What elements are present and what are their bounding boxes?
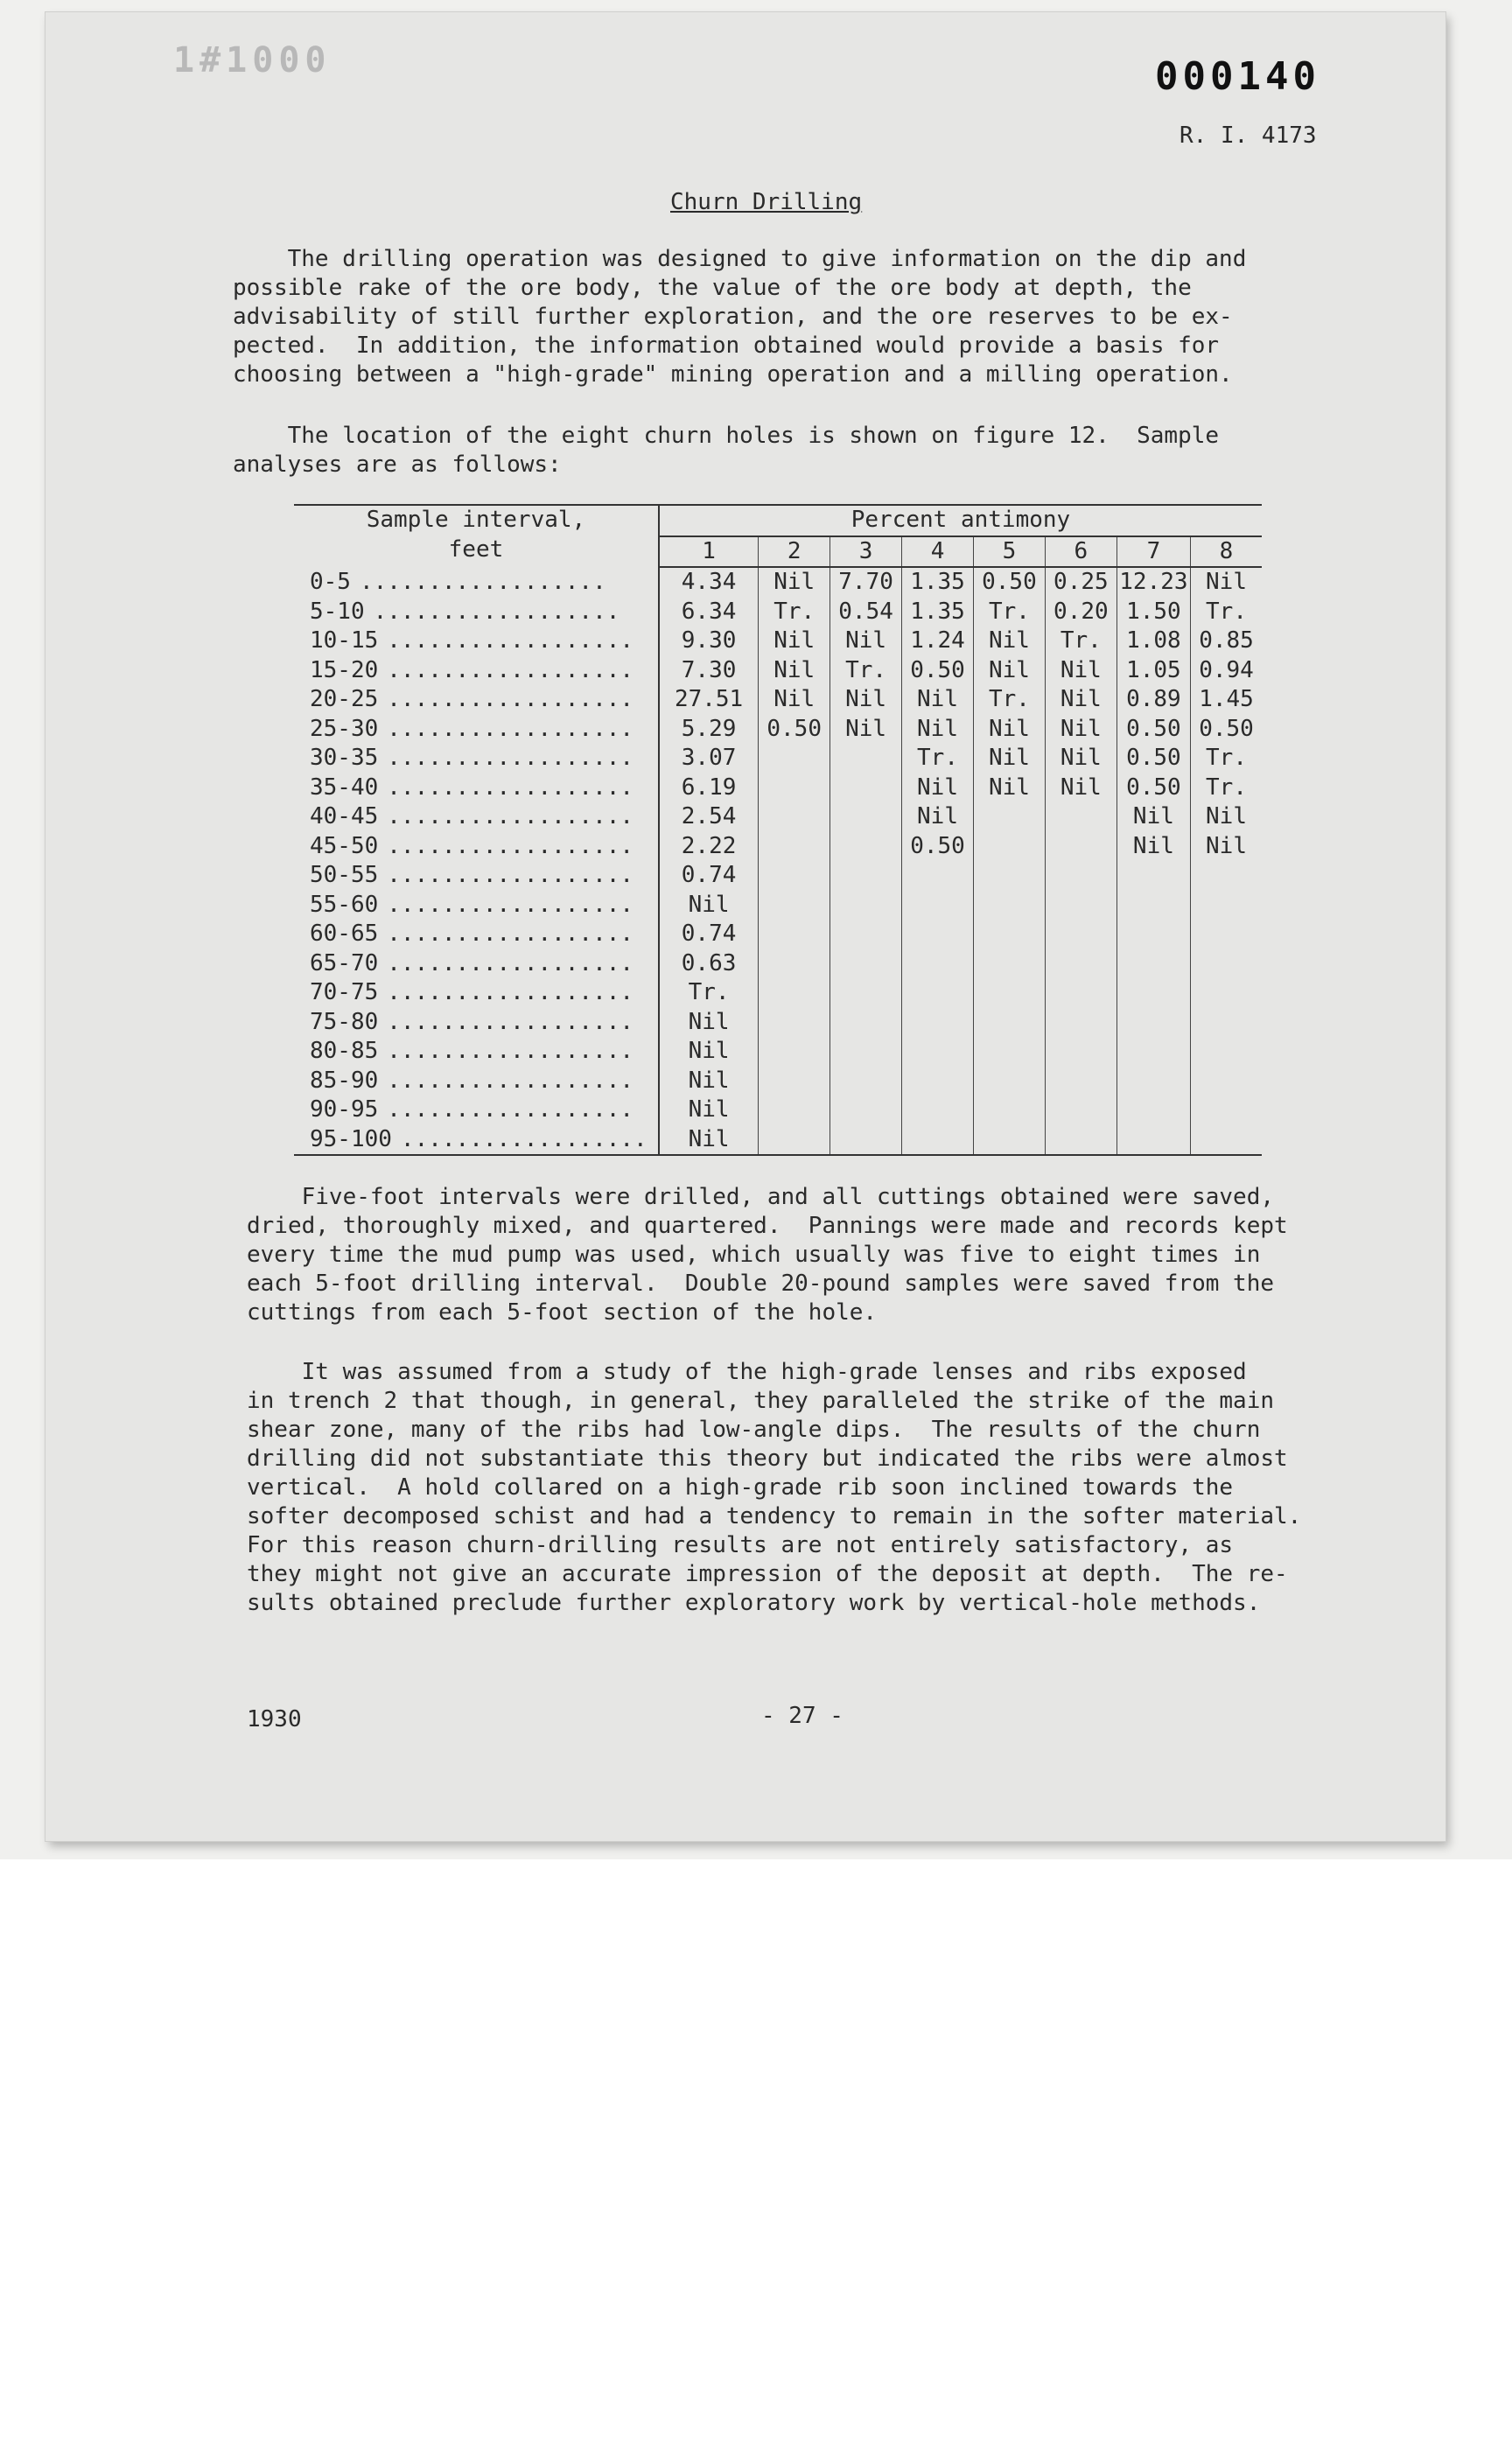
table-row bbox=[294, 567, 1262, 598]
sample-interval-cell bbox=[294, 1125, 659, 1156]
hole-number-header: 6 bbox=[1045, 536, 1116, 568]
antimony-value-cell bbox=[1191, 861, 1263, 891]
sample-interval-cell bbox=[294, 861, 659, 891]
dot-leader: .................. bbox=[387, 949, 634, 976]
table-row bbox=[294, 1067, 1262, 1096]
antimony-value-cell bbox=[830, 978, 902, 1008]
antimony-value-cell bbox=[1045, 1067, 1116, 1096]
antimony-value-cell: Nil bbox=[1191, 832, 1263, 862]
interval-label: 90-95 bbox=[310, 1096, 379, 1123]
hole-number-header: 8 bbox=[1191, 536, 1263, 568]
antimony-value-cell bbox=[973, 1067, 1045, 1096]
antimony-value-cell: Nil bbox=[1116, 802, 1190, 832]
antimony-value-cell bbox=[1116, 1008, 1190, 1038]
antimony-value-cell: 1.24 bbox=[902, 626, 974, 656]
antimony-value-cell bbox=[1045, 978, 1116, 1008]
antimony-value-cell: Tr. bbox=[1191, 598, 1263, 627]
antimony-value-cell bbox=[902, 1125, 974, 1156]
antimony-value-cell bbox=[830, 744, 902, 774]
antimony-table bbox=[294, 504, 1262, 1156]
dot-leader: .................. bbox=[387, 1008, 634, 1035]
interval-label: 20-25 bbox=[310, 686, 379, 712]
interval-label: 70-75 bbox=[310, 979, 379, 1005]
antimony-value-cell bbox=[830, 802, 902, 832]
interval-label: 25-30 bbox=[310, 715, 379, 742]
antimony-value-cell: Nil bbox=[830, 715, 902, 745]
antimony-value-cell: Nil bbox=[973, 626, 1045, 656]
dot-leader: .................. bbox=[387, 715, 634, 742]
paragraph-intro: The drilling operation was designed to give information on the dip and possible rake of the ore body, the value of the ore body at depth, the advisability of still further exploration, and the ore reserves to be ex- pected. In addition, the information obtained would provide a basis for choosing between a "high-grade" mining operation and a milling operation. bbox=[233, 246, 1247, 388]
antimony-value-cell: 6.34 bbox=[659, 598, 759, 627]
sample-interval-cell bbox=[294, 1096, 659, 1125]
antimony-value-cell bbox=[1191, 1067, 1263, 1096]
sample-interval-cell bbox=[294, 1008, 659, 1038]
interval-label: 15-20 bbox=[310, 656, 379, 683]
sample-interval-cell bbox=[294, 774, 659, 803]
table-row bbox=[294, 978, 1262, 1008]
interval-label: 55-60 bbox=[310, 891, 379, 918]
page-number: - 27 - bbox=[761, 1703, 844, 1729]
dot-leader: .................. bbox=[387, 803, 634, 830]
antimony-value-cell bbox=[1191, 1125, 1263, 1156]
antimony-value-cell: Nil bbox=[830, 685, 902, 715]
table-row bbox=[294, 715, 1262, 745]
antimony-value-cell bbox=[1116, 861, 1190, 891]
antimony-value-cell bbox=[973, 1037, 1045, 1067]
antimony-value-cell bbox=[830, 920, 902, 949]
table-row bbox=[294, 861, 1262, 891]
dot-leader: .................. bbox=[387, 1067, 634, 1094]
antimony-value-cell bbox=[1191, 1096, 1263, 1125]
table-row bbox=[294, 891, 1262, 920]
table-body bbox=[294, 567, 1262, 1155]
antimony-value-cell: 0.54 bbox=[830, 598, 902, 627]
antimony-value-cell: 6.19 bbox=[659, 774, 759, 803]
antimony-value-cell: 12.23 bbox=[1116, 567, 1190, 598]
table-row bbox=[294, 1008, 1262, 1038]
antimony-value-cell bbox=[973, 1125, 1045, 1156]
dot-leader: .................. bbox=[387, 627, 634, 654]
interval-header-line1: Sample interval, bbox=[366, 507, 586, 533]
antimony-value-cell: Tr. bbox=[830, 656, 902, 686]
antimony-value-cell bbox=[902, 1096, 974, 1125]
sample-interval-cell bbox=[294, 715, 659, 745]
antimony-value-cell bbox=[1116, 1037, 1190, 1067]
antimony-value-cell bbox=[830, 832, 902, 862]
interval-label: 60-65 bbox=[310, 920, 379, 947]
table-row bbox=[294, 802, 1262, 832]
antimony-value-cell: Nil bbox=[902, 715, 974, 745]
antimony-value-cell: Nil bbox=[759, 626, 830, 656]
footer-year: 1930 bbox=[247, 1706, 302, 1732]
interval-label: 40-45 bbox=[310, 803, 379, 830]
sample-interval-cell bbox=[294, 626, 659, 656]
faded-stamp: 1#1000 bbox=[173, 40, 332, 80]
dot-leader: .................. bbox=[387, 832, 634, 859]
sample-interval-cell bbox=[294, 656, 659, 686]
table-row bbox=[294, 744, 1262, 774]
antimony-value-cell bbox=[902, 861, 974, 891]
antimony-value-cell: 3.07 bbox=[659, 744, 759, 774]
paragraph-intervals: Five-foot intervals were drilled, and all cuttings obtained were saved, dried, thoroughly mixed, and quartered. Pannings were made and records kept every time the mud pump was used, which usually was five to eight times in each 5-foot drilling interval. Double 20-pound samples were saved from the cuttings from each 5-foot section of the hole. bbox=[247, 1184, 1288, 1326]
antimony-value-cell: Nil bbox=[1116, 832, 1190, 862]
antimony-value-cell bbox=[973, 920, 1045, 949]
sample-interval-cell bbox=[294, 598, 659, 627]
antimony-value-cell: Nil bbox=[1045, 685, 1116, 715]
antimony-value-cell bbox=[759, 802, 830, 832]
antimony-value-cell: 0.85 bbox=[1191, 626, 1263, 656]
interval-label: 35-40 bbox=[310, 774, 379, 801]
antimony-value-cell bbox=[1045, 802, 1116, 832]
antimony-value-cell bbox=[902, 891, 974, 920]
antimony-value-cell: 2.54 bbox=[659, 802, 759, 832]
antimony-value-cell: 7.30 bbox=[659, 656, 759, 686]
antimony-value-cell bbox=[1191, 920, 1263, 949]
interval-label: 75-80 bbox=[310, 1008, 379, 1035]
sample-interval-cell bbox=[294, 685, 659, 715]
table-row bbox=[294, 598, 1262, 627]
table-row bbox=[294, 1125, 1262, 1156]
dot-leader: .................. bbox=[387, 891, 634, 918]
table-row bbox=[294, 1096, 1262, 1125]
antimony-value-cell: 0.50 bbox=[973, 567, 1045, 598]
antimony-value-cell bbox=[973, 891, 1045, 920]
sample-interval-cell bbox=[294, 1037, 659, 1067]
antimony-value-cell: 1.35 bbox=[902, 598, 974, 627]
antimony-value-cell: Nil bbox=[1045, 744, 1116, 774]
dot-leader: .................. bbox=[387, 1038, 634, 1064]
dot-leader: .................. bbox=[387, 656, 634, 683]
dot-leader: .................. bbox=[387, 862, 634, 888]
dot-leader: .................. bbox=[400, 1125, 648, 1152]
antimony-value-cell bbox=[830, 774, 902, 803]
antimony-value-cell bbox=[902, 920, 974, 949]
antimony-value-cell bbox=[973, 978, 1045, 1008]
sample-interval-cell bbox=[294, 744, 659, 774]
antimony-value-cell: 2.22 bbox=[659, 832, 759, 862]
hole-number-header: 7 bbox=[1116, 536, 1190, 568]
antimony-value-cell: 0.50 bbox=[1116, 715, 1190, 745]
antimony-value-cell: Nil bbox=[973, 715, 1045, 745]
antimony-value-cell: Nil bbox=[1045, 656, 1116, 686]
interval-label: 5-10 bbox=[310, 598, 365, 625]
antimony-value-cell: Tr. bbox=[759, 598, 830, 627]
interval-header-line2: feet bbox=[448, 536, 504, 563]
antimony-value-cell: 0.50 bbox=[1116, 774, 1190, 803]
antimony-value-cell: 1.35 bbox=[902, 567, 974, 598]
antimony-value-cell bbox=[759, 832, 830, 862]
antimony-value-cell bbox=[1191, 1037, 1263, 1067]
antimony-value-cell bbox=[1191, 1008, 1263, 1038]
antimony-value-cell bbox=[973, 1096, 1045, 1125]
antimony-value-cell: Nil bbox=[659, 1008, 759, 1038]
antimony-value-cell bbox=[830, 891, 902, 920]
interval-label: 45-50 bbox=[310, 832, 379, 859]
antimony-value-cell: Tr. bbox=[659, 978, 759, 1008]
antimony-value-cell: 0.74 bbox=[659, 861, 759, 891]
antimony-value-cell: 0.63 bbox=[659, 949, 759, 979]
antimony-value-cell bbox=[759, 1008, 830, 1038]
dot-leader: .................. bbox=[387, 774, 634, 801]
antimony-value-cell bbox=[759, 949, 830, 979]
table-row bbox=[294, 656, 1262, 686]
antimony-value-cell bbox=[1116, 1067, 1190, 1096]
antimony-value-cell bbox=[1116, 920, 1190, 949]
antimony-value-cell: Nil bbox=[759, 685, 830, 715]
antimony-value-cell bbox=[1116, 978, 1190, 1008]
sample-interval-cell bbox=[294, 891, 659, 920]
antimony-value-cell bbox=[1045, 920, 1116, 949]
antimony-value-cell: 1.45 bbox=[1191, 685, 1263, 715]
antimony-value-cell: Tr. bbox=[1191, 744, 1263, 774]
interval-label: 0-5 bbox=[310, 568, 351, 595]
interval-label: 85-90 bbox=[310, 1067, 379, 1094]
report-id: R. I. 4173 bbox=[1180, 122, 1317, 149]
antimony-value-cell bbox=[1191, 949, 1263, 979]
antimony-value-cell bbox=[902, 1037, 974, 1067]
table-row bbox=[294, 626, 1262, 656]
antimony-value-cell: Nil bbox=[659, 1067, 759, 1096]
antimony-value-cell bbox=[1045, 1008, 1116, 1038]
antimony-value-cell bbox=[830, 861, 902, 891]
hole-number-header: 2 bbox=[759, 536, 830, 568]
antimony-value-cell: Tr. bbox=[1045, 626, 1116, 656]
table-row bbox=[294, 1037, 1262, 1067]
antimony-value-cell bbox=[902, 1008, 974, 1038]
antimony-value-cell bbox=[830, 1037, 902, 1067]
antimony-value-cell bbox=[902, 1067, 974, 1096]
antimony-value-cell: Nil bbox=[902, 802, 974, 832]
antimony-value-cell: Nil bbox=[1191, 567, 1263, 598]
antimony-value-cell: Nil bbox=[1045, 715, 1116, 745]
antimony-value-cell: 0.50 bbox=[1116, 744, 1190, 774]
hole-number-header: 4 bbox=[902, 536, 974, 568]
antimony-value-cell: 0.94 bbox=[1191, 656, 1263, 686]
antimony-value-cell: 0.20 bbox=[1045, 598, 1116, 627]
antimony-value-cell: 1.05 bbox=[1116, 656, 1190, 686]
interval-label: 65-70 bbox=[310, 949, 379, 976]
sample-interval-cell bbox=[294, 920, 659, 949]
antimony-value-cell bbox=[759, 774, 830, 803]
interval-label: 95-100 bbox=[310, 1125, 392, 1152]
antimony-value-cell: Nil bbox=[659, 891, 759, 920]
dot-leader: .................. bbox=[387, 745, 634, 771]
antimony-value-cell: Nil bbox=[759, 656, 830, 686]
interval-label: 10-15 bbox=[310, 627, 379, 654]
antimony-value-cell: Nil bbox=[1191, 802, 1263, 832]
table-row bbox=[294, 685, 1262, 715]
antimony-value-cell: Nil bbox=[659, 1125, 759, 1156]
antimony-value-cell bbox=[1191, 891, 1263, 920]
sample-interval-cell bbox=[294, 1067, 659, 1096]
antimony-value-cell bbox=[759, 744, 830, 774]
antimony-value-cell bbox=[973, 949, 1045, 979]
antimony-value-cell: Nil bbox=[830, 626, 902, 656]
antimony-value-cell: Nil bbox=[1045, 774, 1116, 803]
antimony-value-cell: Nil bbox=[759, 567, 830, 598]
table-row bbox=[294, 832, 1262, 862]
interval-label: 80-85 bbox=[310, 1038, 379, 1064]
hole-number-header: 1 bbox=[659, 536, 759, 568]
section-title: Churn Drilling bbox=[670, 189, 863, 215]
antimony-value-cell bbox=[973, 861, 1045, 891]
paragraph-location: The location of the eight churn holes is shown on figure 12. Sample analyses are as follows: bbox=[233, 423, 1220, 478]
antimony-value-cell: 0.50 bbox=[759, 715, 830, 745]
hole-number-header: 5 bbox=[973, 536, 1045, 568]
antimony-value-cell: 0.25 bbox=[1045, 567, 1116, 598]
antimony-value-cell: Nil bbox=[902, 774, 974, 803]
antimony-value-cell bbox=[759, 891, 830, 920]
antimony-value-cell bbox=[1045, 1125, 1116, 1156]
antimony-value-cell: 7.70 bbox=[830, 567, 902, 598]
antimony-value-cell: 27.51 bbox=[659, 685, 759, 715]
antimony-value-cell: Nil bbox=[973, 774, 1045, 803]
antimony-value-cell bbox=[759, 1125, 830, 1156]
dot-leader: .................. bbox=[359, 568, 606, 595]
antimony-value-cell: Nil bbox=[659, 1037, 759, 1067]
table-row bbox=[294, 949, 1262, 979]
antimony-value-cell bbox=[1045, 832, 1116, 862]
antimony-value-cell: 5.29 bbox=[659, 715, 759, 745]
antimony-value-cell bbox=[1116, 1125, 1190, 1156]
antimony-value-cell: Tr. bbox=[902, 744, 974, 774]
antimony-value-cell bbox=[1045, 1096, 1116, 1125]
antimony-value-cell bbox=[1045, 1037, 1116, 1067]
dot-leader: .................. bbox=[387, 1096, 634, 1123]
antimony-value-cell bbox=[759, 1067, 830, 1096]
sample-interval-cell bbox=[294, 832, 659, 862]
antimony-value-cell: 1.08 bbox=[1116, 626, 1190, 656]
antimony-value-cell: 0.74 bbox=[659, 920, 759, 949]
interval-label: 50-55 bbox=[310, 862, 379, 888]
antimony-value-cell: 1.50 bbox=[1116, 598, 1190, 627]
antimony-value-cell bbox=[1045, 861, 1116, 891]
dot-leader: .................. bbox=[387, 920, 634, 947]
antimony-value-cell bbox=[830, 1096, 902, 1125]
antimony-value-cell bbox=[1116, 891, 1190, 920]
antimony-value-cell: Tr. bbox=[973, 598, 1045, 627]
antimony-value-cell bbox=[902, 949, 974, 979]
antimony-value-cell bbox=[1116, 1096, 1190, 1125]
antimony-value-cell bbox=[830, 1008, 902, 1038]
antimony-value-cell: Tr. bbox=[973, 685, 1045, 715]
antimony-value-cell: Tr. bbox=[1191, 774, 1263, 803]
antimony-value-cell bbox=[973, 1008, 1045, 1038]
antimony-value-cell bbox=[759, 1096, 830, 1125]
antimony-value-cell: 0.50 bbox=[902, 656, 974, 686]
dot-leader: .................. bbox=[387, 979, 634, 1005]
antimony-value-cell: 0.50 bbox=[902, 832, 974, 862]
table-row bbox=[294, 774, 1262, 803]
antimony-value-cell: 9.30 bbox=[659, 626, 759, 656]
dot-leader: .................. bbox=[373, 598, 620, 625]
antimony-value-cell bbox=[1045, 891, 1116, 920]
sample-interval-cell bbox=[294, 978, 659, 1008]
antimony-value-cell bbox=[1116, 949, 1190, 979]
paragraph-conclusions: It was assumed from a study of the high-grade lenses and ribs exposed in trench 2 that though, in general, they paralleled the strike of the main shear zone, many of the ribs had low-angle dips. The results of the churn drilling did not substantiate this theory but indicated the ribs were almost vertical. A hold collared on a high-grade rib soon inclined towards the softer decomposed schist and had a tendency to remain in the softer material. For this reason churn-drilling results are not entirely satisfactory, as they might not give an accurate impression of the deposit at depth. The re- sults obtained preclude further exploratory work by vertical-hole methods. bbox=[247, 1359, 1302, 1616]
antimony-value-cell bbox=[1191, 978, 1263, 1008]
antimony-value-cell bbox=[973, 802, 1045, 832]
sample-interval-cell bbox=[294, 802, 659, 832]
antimony-value-cell bbox=[902, 978, 974, 1008]
table-row bbox=[294, 920, 1262, 949]
antimony-value-cell: Nil bbox=[973, 656, 1045, 686]
antimony-value-cell bbox=[830, 1125, 902, 1156]
antimony-value-cell bbox=[759, 861, 830, 891]
antimony-value-cell bbox=[830, 949, 902, 979]
antimony-value-cell bbox=[759, 978, 830, 1008]
hole-number-header: 3 bbox=[830, 536, 902, 568]
antimony-value-cell: 0.89 bbox=[1116, 685, 1190, 715]
dot-leader: .................. bbox=[387, 686, 634, 712]
antimony-value-cell bbox=[973, 832, 1045, 862]
sample-interval-cell bbox=[294, 949, 659, 979]
antimony-value-cell: 4.34 bbox=[659, 567, 759, 598]
antimony-value-cell bbox=[759, 920, 830, 949]
antimony-value-cell: Nil bbox=[973, 744, 1045, 774]
antimony-value-cell: Nil bbox=[659, 1096, 759, 1125]
antimony-value-cell: Nil bbox=[902, 685, 974, 715]
document-number-stamp: 000140 bbox=[1155, 54, 1320, 99]
percent-antimony-header: Percent antimony bbox=[659, 505, 1262, 536]
antimony-value-cell: 0.50 bbox=[1191, 715, 1263, 745]
sample-interval-cell bbox=[294, 567, 659, 598]
antimony-value-cell bbox=[830, 1067, 902, 1096]
antimony-value-cell bbox=[759, 1037, 830, 1067]
interval-label: 30-35 bbox=[310, 745, 379, 771]
antimony-value-cell bbox=[1045, 949, 1116, 979]
interval-header bbox=[294, 505, 659, 567]
